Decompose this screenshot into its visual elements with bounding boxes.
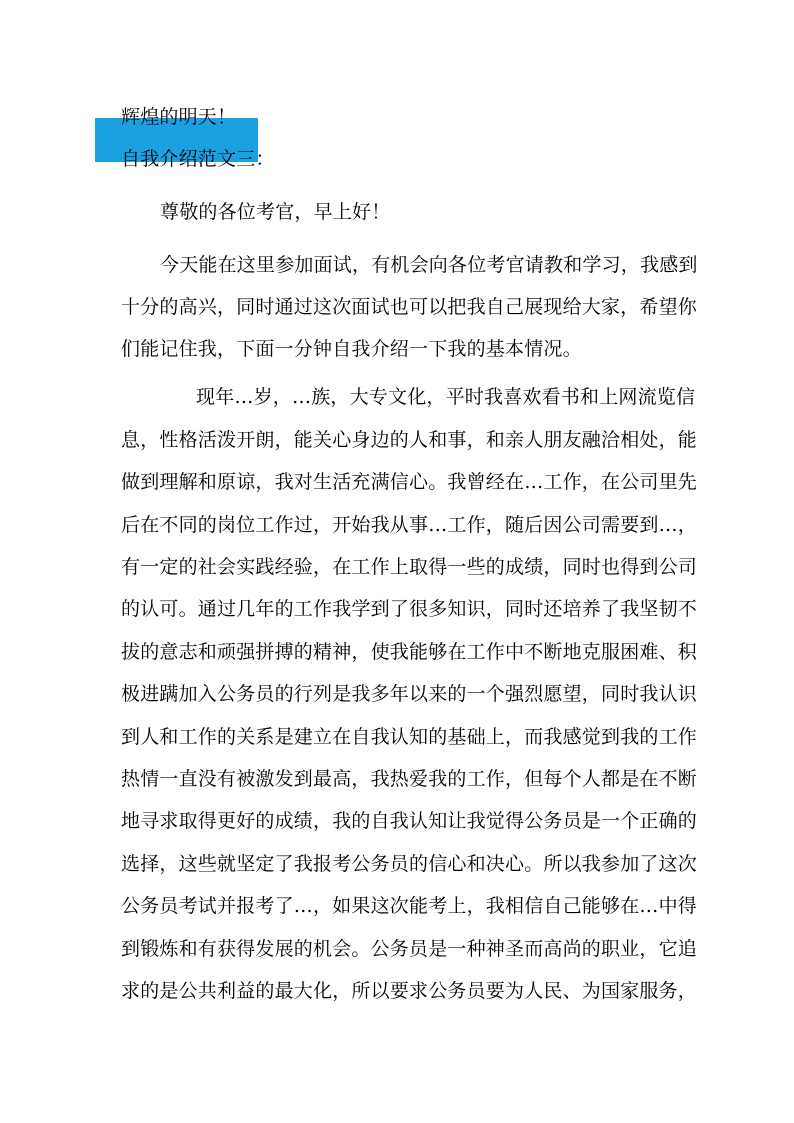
paragraph-line: 拔的意志和顽强拼搏的精神，使我能够在工作中不断地克服困难、积: [121, 641, 698, 663]
paragraph-line: 的认可。通过几年的工作我学到了很多知识，同时还培养了我坚韧不: [121, 598, 698, 620]
paragraph-line: 们能记住我，下面一分钟自我介绍一下我的基本情况。: [121, 338, 582, 360]
paragraph-line: 到人和工作的关系是建立在自我认知的基础上，而我感觉到我的工作: [121, 726, 698, 748]
paragraph-line: 选择，这些就坚定了我报考公务员的信心和决心。所以我参加了这次: [121, 853, 698, 875]
paragraph-line: 现年…岁，…族，大专文化，平时我喜欢看书和上网流览信: [196, 386, 696, 408]
paragraph-line: 求的是公共利益的最大化，所以要求公务员要为人民、为国家服务，: [121, 980, 698, 1002]
greeting-line: 尊敬的各位考官，早上好！: [160, 201, 391, 223]
section-heading: 自我介绍范文三：: [121, 148, 275, 170]
paragraph-line: 息，性格活泼开朗，能关心身边的人和事，和亲人朋友融洽相处，能: [121, 429, 698, 451]
paragraph-line: 后在不同的岗位工作过，开始我从事…工作，随后因公司需要到…，: [121, 514, 698, 536]
paragraph-line: 极进蹒加入公务员的行列是我多年以来的一个强烈愿望，同时我认识: [121, 683, 698, 705]
paragraph-line: 做到理解和原谅，我对生活充满信心。我曾经在…工作，在公司里先: [121, 471, 698, 493]
paragraph-line: 十分的高兴，同时通过这次面试也可以把我自己展现给大家，希望你: [121, 296, 698, 318]
paragraph-line: 有一定的社会实践经验，在工作上取得一些的成绩，同时也得到公司: [121, 556, 698, 578]
paragraph-line: 热情一直没有被激发到最高，我热爱我的工作，但每个人都是在不断: [121, 768, 698, 790]
paragraph-line: 地寻求取得更好的成绩，我的自我认知让我觉得公务员是一个正确的: [121, 810, 698, 832]
paragraph-line: 今天能在这里参加面试，有机会向各位考官请教和学习，我感到: [160, 254, 698, 276]
previous-section-tail: 辉煌的明天！: [121, 106, 237, 128]
paragraph-line: 到锻炼和有获得发展的机会。公务员是一种神圣而高尚的职业，它追: [121, 938, 698, 960]
paragraph-line: 公务员考试并报考了…，如果这次能考上，我相信自己能够在…中得: [121, 895, 698, 917]
